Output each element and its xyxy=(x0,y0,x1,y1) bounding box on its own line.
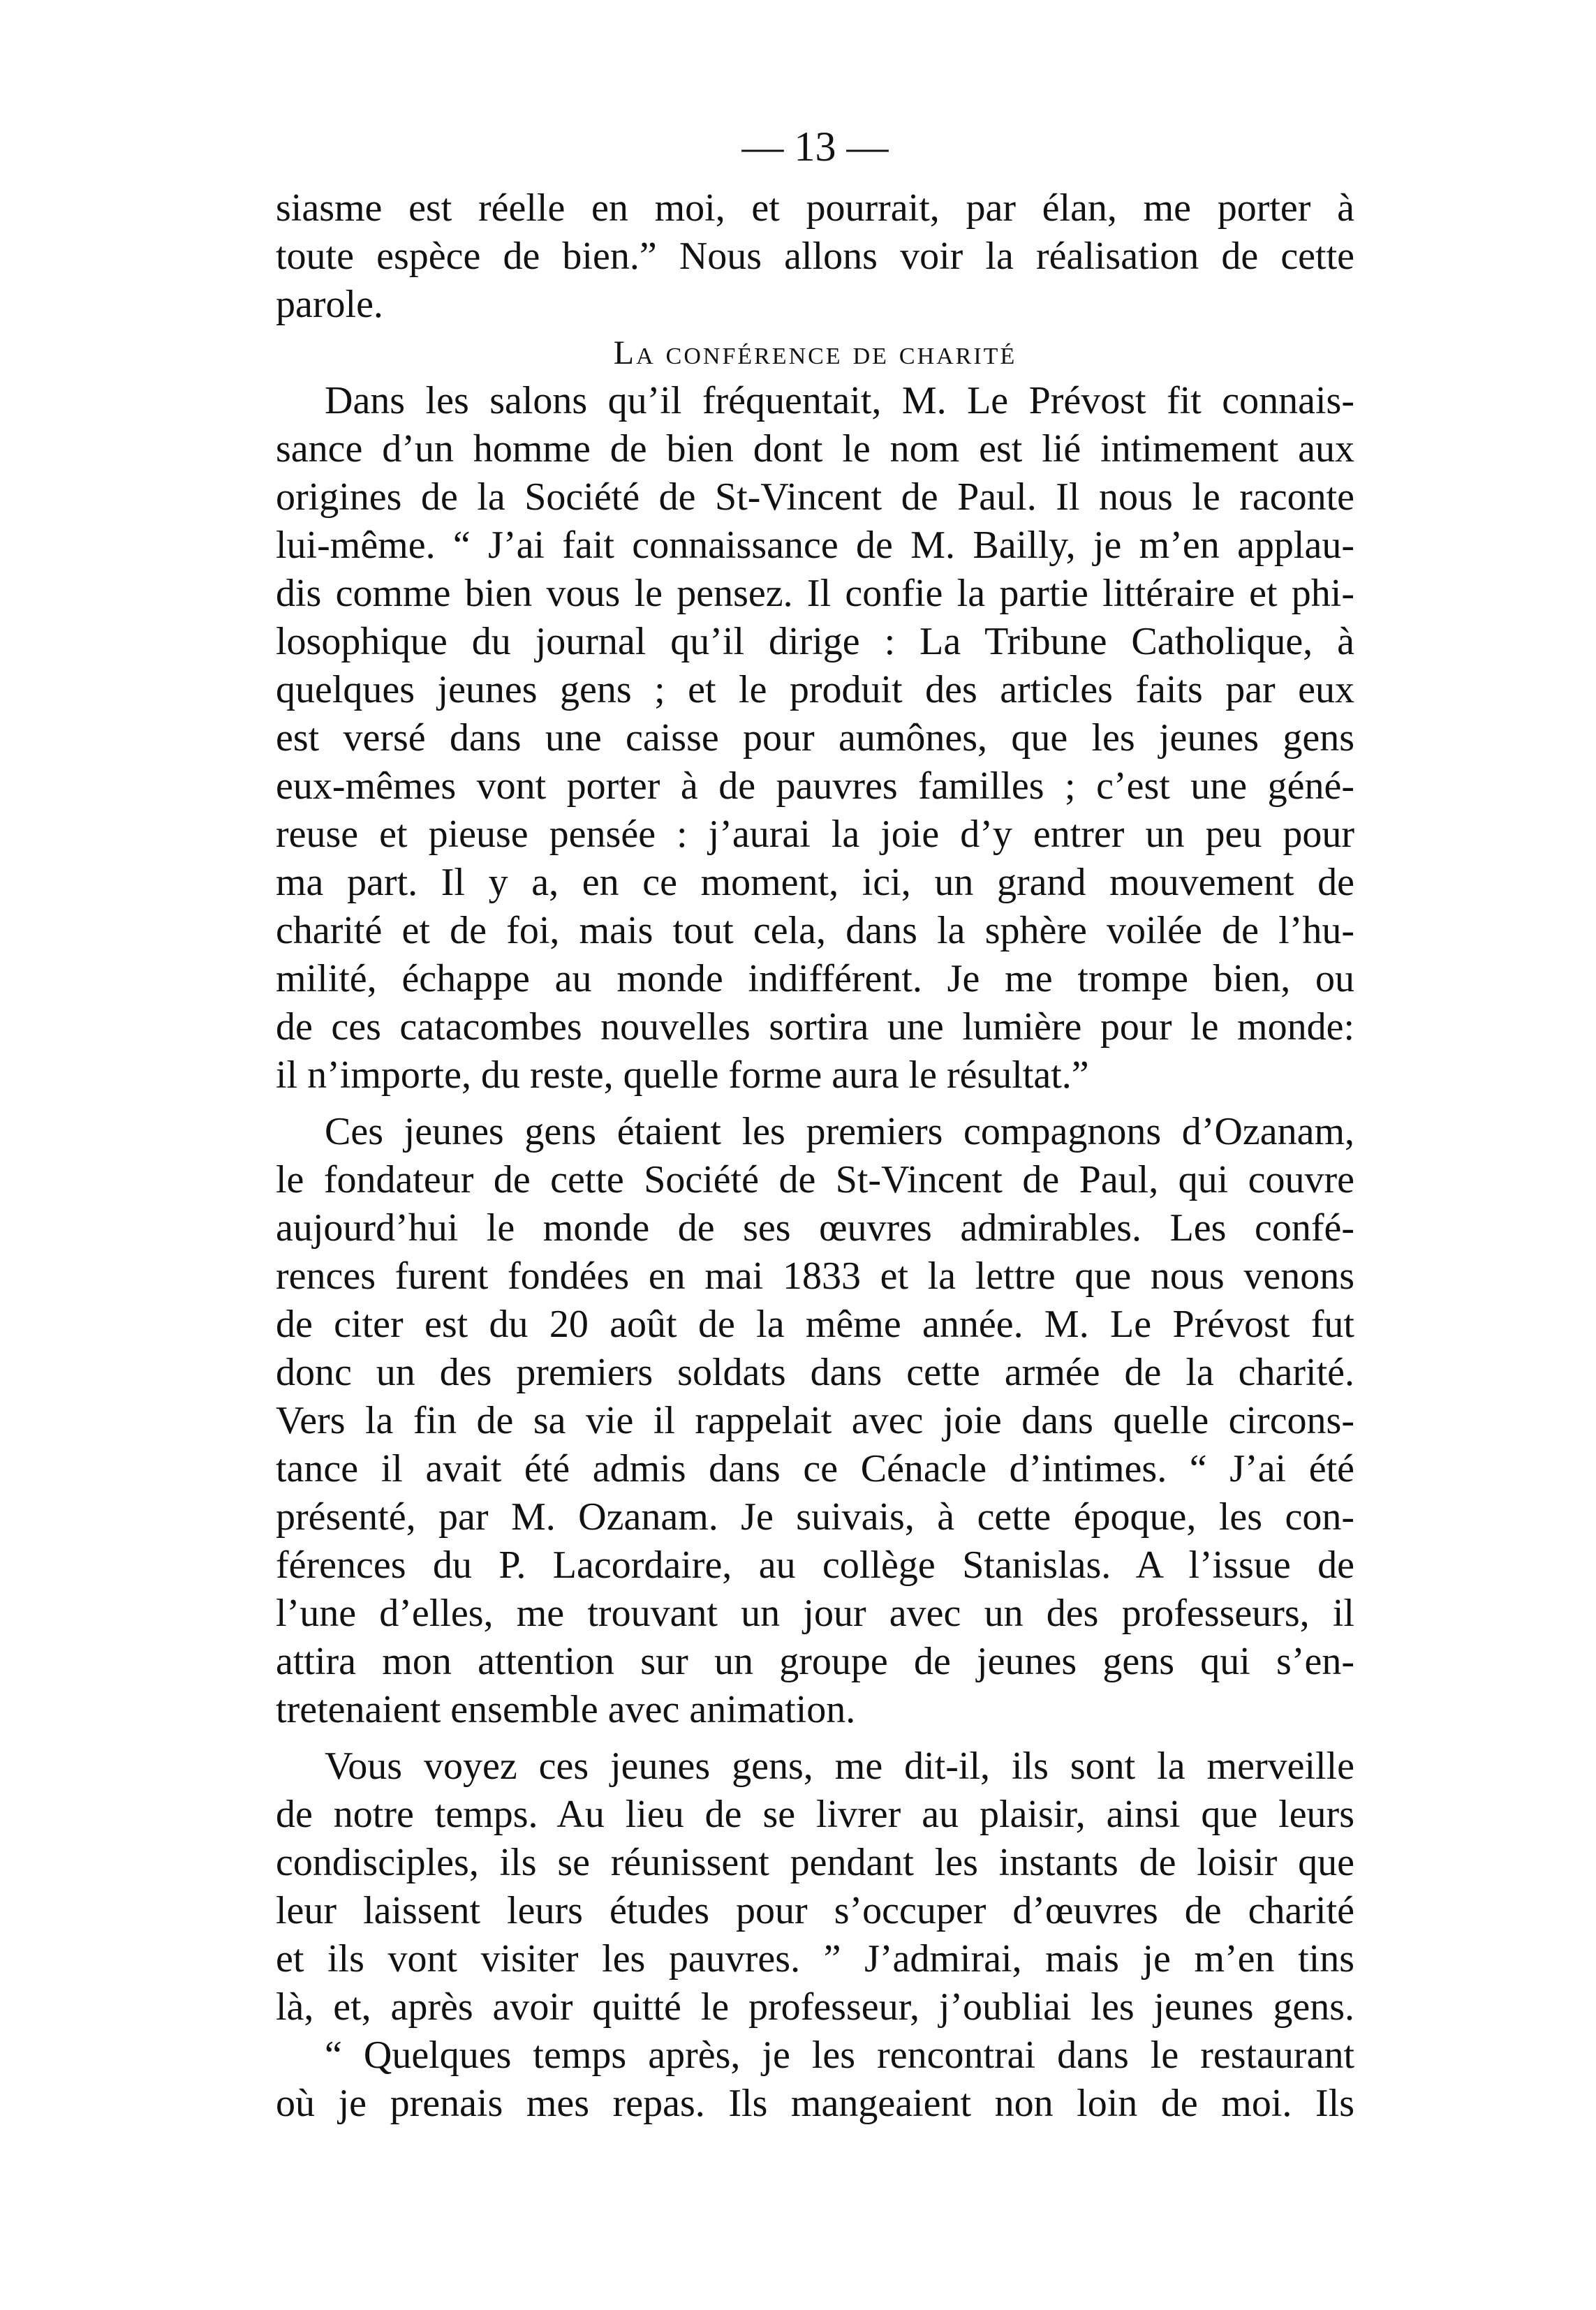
text-line: tretenaient ensemble avec animation. xyxy=(276,1688,856,1731)
page-number: — 13 — xyxy=(741,124,889,170)
book-page xyxy=(276,119,1354,2128)
text-line: de citer est du 20 août de la même année. M. Le Prévost fut xyxy=(276,1303,1354,1346)
text-line: milité, échappe au monde indifférent. Je me trompe bien, ou xyxy=(276,957,1354,1000)
text-line: est versé dans une caisse pour aumônes, que les jeunes gens xyxy=(276,716,1354,760)
section-heading: La conférence de charité xyxy=(613,334,1017,371)
text-line: sance d’un homme de bien dont le nom est lié intimement aux xyxy=(276,427,1354,471)
text-line: condisciples, ils se réunissent pendant les instants de loisir que xyxy=(276,1841,1354,1884)
text-line: leur laissent leurs études pour s’occuper d’œuvres de charité xyxy=(276,1889,1354,1932)
text-line: attira mon attention sur un groupe de jeunes gens qui s’en- xyxy=(276,1640,1354,1683)
text-line: où je prenais mes repas. Ils mangeaient non loin de moi. Ils xyxy=(276,2082,1354,2125)
text-line: “ Quelques temps après, je les rencontrai dans le restaurant xyxy=(325,2034,1354,2077)
text-line: ma part. Il y a, en ce moment, ici, un grand mouvement de xyxy=(276,861,1354,904)
text-line: siasme est réelle en moi, et pourrait, par élan, me porter à xyxy=(276,186,1354,230)
text-line: donc un des premiers soldats dans cette armée de la charité. xyxy=(276,1351,1354,1394)
text-line: le fondateur de cette Société de St-Vincent de Paul, qui couvre xyxy=(276,1158,1354,1201)
text-line: l’une d’elles, me trouvant un jour avec un des professeurs, il xyxy=(276,1592,1354,1635)
text-line: rences furent fondées en mai 1833 et la lettre que nous venons xyxy=(276,1254,1354,1298)
text-line: origines de la Société de St-Vincent de Paul. Il nous le raconte xyxy=(276,475,1354,519)
text-line: de ces catacombes nouvelles sortira une lumière pour le monde: xyxy=(276,1005,1354,1049)
text-line: eux-mêmes vont porter à de pauvres familles ; c’est une géné- xyxy=(276,764,1354,808)
text-line: là, et, après avoir quitté le professeur, j’oubliai les jeunes gens. xyxy=(276,1985,1354,2029)
text-line: Dans les salons qu’il fréquentait, M. Le Prévost fit connais- xyxy=(325,379,1354,422)
text-line: reuse et pieuse pensée : j’aurai la joie d’y entrer un peu pour xyxy=(276,813,1354,856)
text-line: aujourd’hui le monde de ses œuvres admirables. Les confé- xyxy=(276,1206,1354,1250)
text-line: toute espèce de bien.” Nous allons voir la réalisation de cette xyxy=(276,235,1354,278)
text-line: quelques jeunes gens ; et le produit des articles faits par eux xyxy=(276,668,1354,711)
text-line: tance il avait été admis dans ce Cénacle d’intimes. “ J’ai été xyxy=(276,1447,1354,1490)
text-line: Vers la fin de sa vie il rappelait avec joie dans quelle circons- xyxy=(276,1399,1354,1442)
text-line: dis comme bien vous le pensez. Il confie la partie littéraire et phi- xyxy=(276,572,1354,615)
text-line: parole. xyxy=(276,283,383,326)
text-line: de notre temps. Au lieu de se livrer au plaisir, ainsi que leurs xyxy=(276,1793,1354,1836)
text-line: férences du P. Lacordaire, au collège Stanislas. A l’issue de xyxy=(276,1543,1354,1587)
text-line: charité et de foi, mais tout cela, dans la sphère voilée de l’hu- xyxy=(276,909,1354,952)
text-line: présenté, par M. Ozanam. Je suivais, à cette époque, les con- xyxy=(276,1495,1354,1539)
text-line: Ces jeunes gens étaient les premiers compagnons d’Ozanam, xyxy=(325,1110,1354,1153)
text-line: il n’importe, du reste, quelle forme aura le résultat.” xyxy=(276,1053,1089,1097)
text-line: lui-même. “ J’ai fait connaissance de M. Bailly, je m’en applau- xyxy=(276,524,1354,567)
text-line: et ils vont visiter les pauvres. ” J’admirai, mais je m’en tins xyxy=(276,1937,1354,1980)
text-line: losophique du journal qu’il dirige : La Tribune Catholique, à xyxy=(276,620,1354,663)
text-line: Vous voyez ces jeunes gens, me dit-il, ils sont la merveille xyxy=(325,1745,1354,1788)
